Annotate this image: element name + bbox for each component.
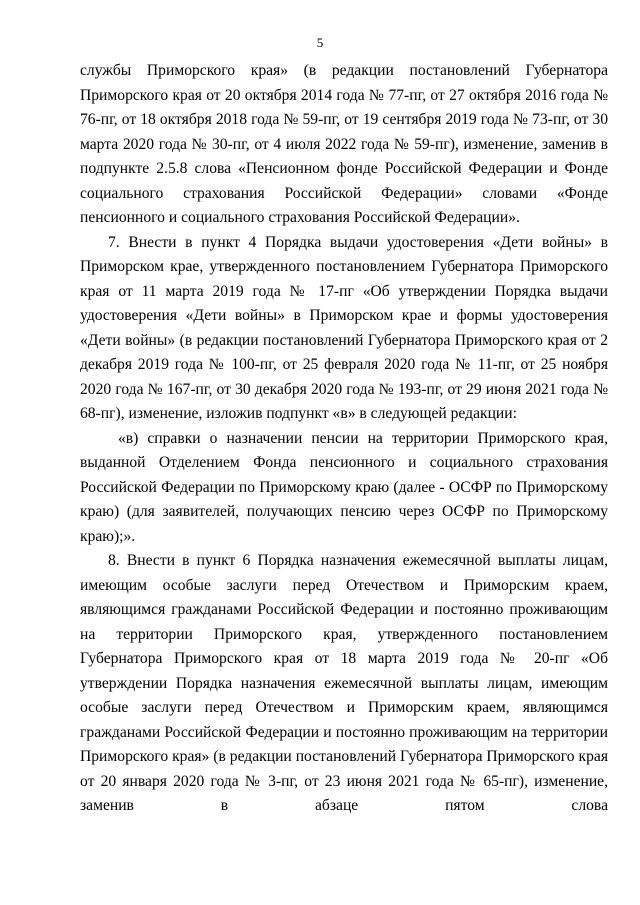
quoted-subparagraph-v: «в) справки о назначении пенсии на территории Приморского края, выданной Отделением Фонда пенсионного и социального страхования Российской Федерации по Приморскому краю (далее - ОСФР по Приморскому краю) (для заявителей, получающих пенсию через ОСФР по Приморскому краю);». bbox=[80, 429, 608, 545]
paragraph-item-7: 7. Внести в пункт 4 Порядка выдачи удостоверения «Дети войны» в Приморском крае, утвержденного постановлением Губернатора Приморского края от 11 марта 2019 года № 17-пг «Об утверждении Порядка выдачи удостоверения «Дети войны» в Приморском крае и формы удостоверения «Дети войны» (в редакции постановлений Губернатора Приморского края от 2 декабря 2019 года № 100-пг, от 25 февраля 2020 года № 11-пг, от 25 ноября 2020 года № 167-пг, от 30 декабря 2020 года № 193-пг, от 29 июня 2021 года № 68-пг), изменение, изложив подпункт «в» в следующей редакции: bbox=[80, 233, 608, 422]
document-body bbox=[80, 59, 608, 819]
paragraph-item-8: 8. Внести в пункт 6 Порядка назначения ежемесячной выплаты лицам, имеющим особые заслуги перед Отечеством и Приморским краем, являющимся гражданами Российской Федерации и постоянно проживающим на территории Приморского края, утвержденного постановлением Губернатора Приморского края от 18 марта 2019 года № 20-пг «Об утверждении Порядка назначения ежемесячной выплаты лицам, имеющим особые заслуги перед Отечеством и Приморским краем, являющимся гражданами Российской Федерации и постоянно проживающим на территории Приморского края» (в редакции постановлений Губернатора Приморского края от 20 января 2020 года № 3-пг, от 23 июня 2021 года № 65-пг), изменение, заменив в абзаце пятом слова bbox=[80, 552, 608, 814]
page-number: 5 bbox=[316, 35, 324, 50]
paragraph-continuation: службы Приморского края» (в редакции постановлений Губернатора Приморского края от 20 октября 2014 года № 77-пг, от 27 октября 2016 года № 76-пг, от 18 октября 2018 года № 59-пг, от 19 сентября 2019 года № 73-пг, от 30 марта 2020 года № 30-пг, от 4 июля 2022 года № 59-пг), изменение, заменив в подпункте 2.5.8 слова «Пенсионном фонде Российской Федерации и Фонде социального страхования Российской Федерации» словами «Фонде пенсионного и социального страхования Российской Федерации». bbox=[80, 62, 608, 226]
